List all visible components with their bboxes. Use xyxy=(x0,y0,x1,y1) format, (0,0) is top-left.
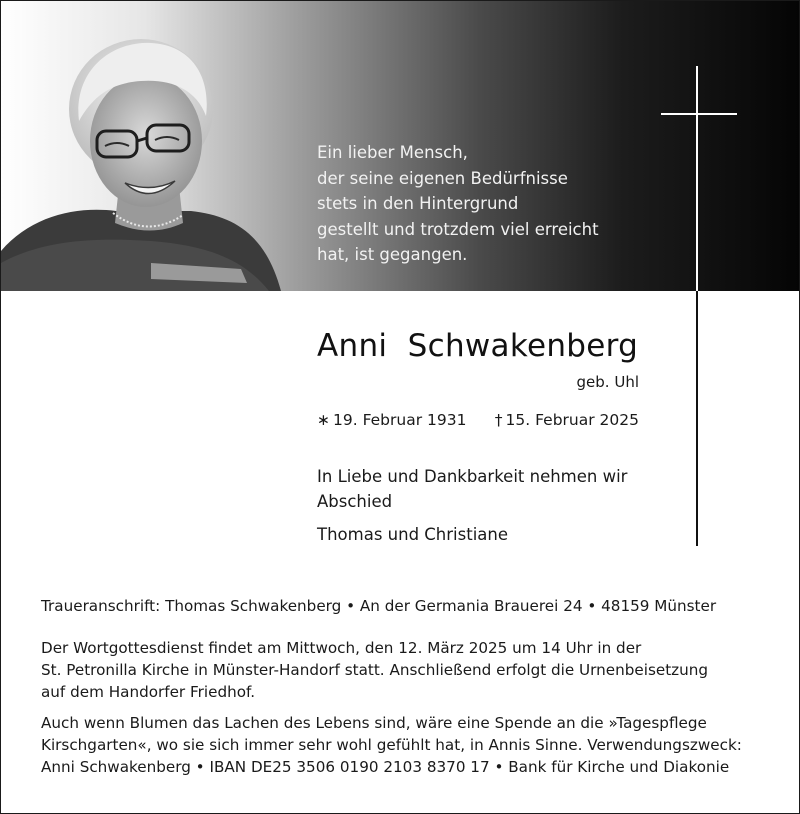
quote-line: Ein lieber Mensch, xyxy=(317,143,468,162)
farewell-text: In Liebe und Dankbarkeit nehmen wir Abschied xyxy=(317,467,628,511)
donation-line: Auch wenn Blumen das Lachen des Lebens sind, wäre eine Spende an die »Tagespflege xyxy=(41,714,707,732)
donation-line: Anni Schwakenberg • IBAN DE25 3506 0190 2103 8370 17 • Bank für Kirche und Diakonie xyxy=(41,758,730,776)
donation-notice xyxy=(41,712,771,778)
maiden-name: geb. Uhl xyxy=(576,373,639,391)
service-line: St. Petronilla Kirche in Münster-Handorf statt. Anschließend erfolgt die Urnenbeisetzung xyxy=(41,661,709,679)
service-line: auf dem Handorfer Friedhof. xyxy=(41,683,256,701)
quote-line: der seine eigenen Bedürfnisse xyxy=(317,168,568,188)
donation-line: Kirschgarten«, wo sie sich immer sehr wohl gefühlt hat, in Annis Sinne. Verwendungszweck: xyxy=(41,736,742,754)
mourners-names: Thomas und Christiane xyxy=(317,525,509,544)
service-notice xyxy=(41,637,771,703)
birth-star-icon: ∗ xyxy=(317,411,330,429)
portrait-photo xyxy=(1,1,301,291)
service-line: Der Wortgottesdienst findet am Mittwoch, den 12. März 2025 um 14 Uhr in der xyxy=(41,639,642,657)
header-banner xyxy=(1,1,799,291)
death-date xyxy=(495,411,639,429)
quote-line: hat, ist gegangen. xyxy=(317,245,468,264)
memorial-quote xyxy=(317,140,677,268)
cross-bar xyxy=(661,113,737,115)
cross-icon xyxy=(696,66,698,546)
deceased-name: Anni Schwakenberg xyxy=(317,328,639,364)
death-cross-icon: † xyxy=(494,411,503,429)
birth-date-text: 19. Februar 1931 xyxy=(333,411,467,429)
quote-line: stets in den Hintergrund xyxy=(317,194,519,213)
quote-line: gestellt und trotzdem viel erreicht xyxy=(317,219,599,239)
birth-date xyxy=(317,411,466,429)
mourning-address: Traueranschrift: Thomas Schwakenberg • An der Germania Brauerei 24 • 48159 Münster xyxy=(41,597,717,615)
death-date-text: 15. Februar 2025 xyxy=(505,411,639,429)
